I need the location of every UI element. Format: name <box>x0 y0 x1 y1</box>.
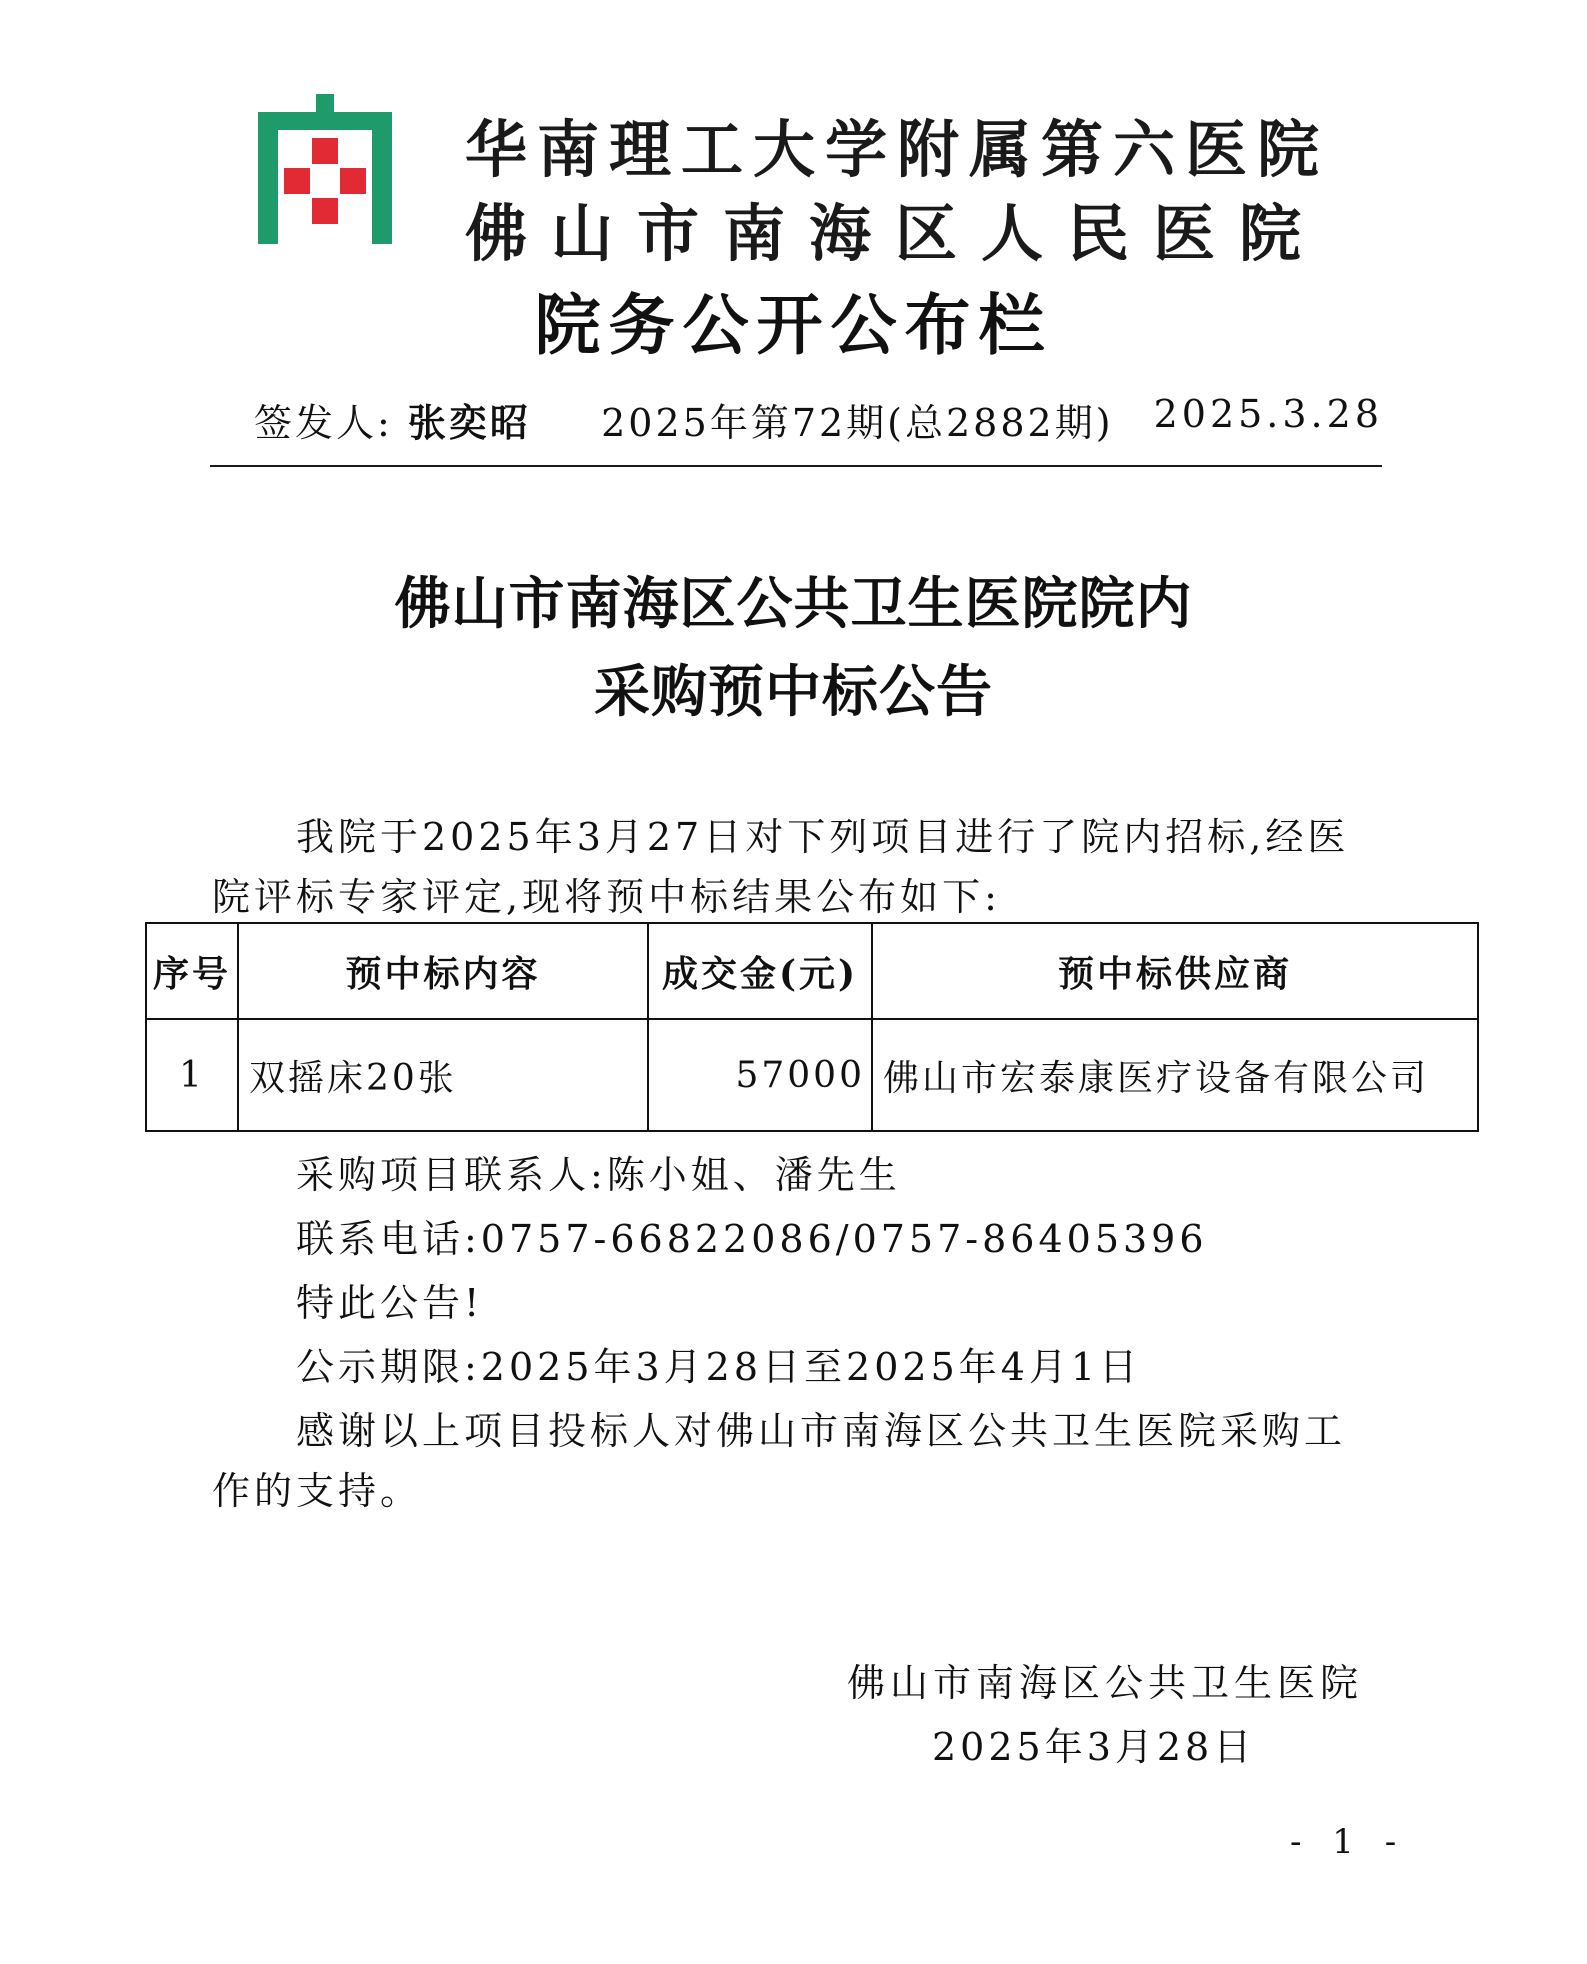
page-number: - 1 - <box>1290 1822 1407 1862</box>
issue-line <box>254 392 1114 447</box>
cell-index: 1 <box>146 1019 238 1131</box>
bulletin-title: 院务公开公布栏 <box>534 286 1053 364</box>
issue-number: 2025年第72期(总2882期) <box>601 401 1114 445</box>
cell-supplier: 佛山市宏泰康医疗设备有限公司 <box>872 1019 1478 1131</box>
cell-content: 双摇床20张 <box>238 1019 648 1131</box>
thanks-line-1: 感谢以上项目投标人对佛山市南海区公共卫生医院采购工 <box>296 1409 1347 1453</box>
award-table <box>145 922 1479 1132</box>
signature-date: 2025年3月28日 <box>932 1725 1256 1769</box>
header-index: 序号 <box>146 923 238 1019</box>
period-line: 公示期限:2025年3月28日至2025年4月1日 <box>296 1345 1142 1389</box>
header-content: 预中标内容 <box>238 923 648 1019</box>
cell-amount: 57000 <box>648 1019 872 1131</box>
header-supplier: 预中标供应商 <box>872 923 1478 1019</box>
hereby-line: 特此公告! <box>296 1281 484 1325</box>
header-amount: 成交金(元) <box>648 923 872 1019</box>
hospital-logo <box>250 94 400 244</box>
intro-line-1: 我院于2025年3月27日对下列项目进行了院内招标,经医 <box>296 815 1350 859</box>
signer-name: 张奕昭 <box>407 400 531 445</box>
signer-label: 签发人: <box>254 401 393 445</box>
notice-title-line-1: 佛山市南海区公共卫生医院院内 <box>394 571 1193 637</box>
hospital-name-1: 华南理工大学附属第六医院 <box>465 113 1330 186</box>
issue-date: 2025.3.28 <box>1153 392 1383 436</box>
notice-title-line-2: 采购预中标公告 <box>594 659 993 725</box>
thanks-line-2: 作的支持。 <box>212 1469 423 1513</box>
phone-line: 联系电话:0757-66822086/0757-86405396 <box>296 1217 1208 1261</box>
hospital-name-2: 佛山市南海区人民医院 <box>465 197 1326 270</box>
table-header-row <box>146 923 1478 1019</box>
signature-organization: 佛山市南海区公共卫生医院 <box>847 1661 1364 1705</box>
intro-line-2: 院评标专家评定,现将预中标结果公布如下: <box>212 875 1001 919</box>
contact-line: 采购项目联系人:陈小姐、潘先生 <box>296 1153 901 1197</box>
header-divider <box>210 465 1382 467</box>
table-row <box>146 1019 1478 1131</box>
